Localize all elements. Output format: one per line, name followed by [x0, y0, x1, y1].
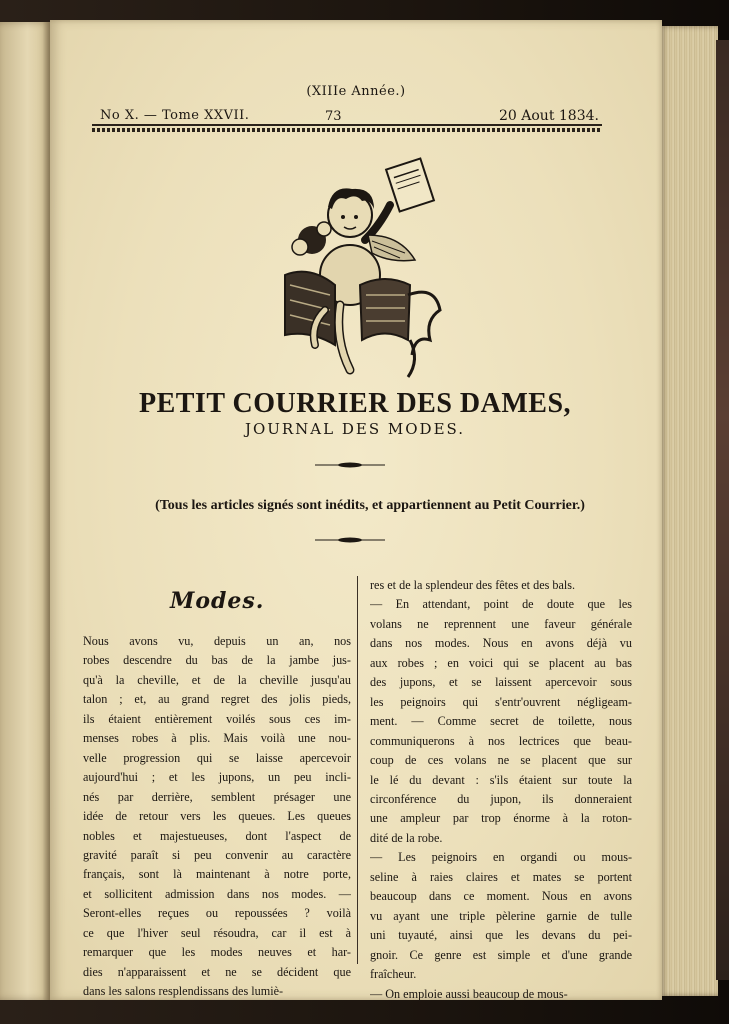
- text-line: les peignoirs qui s'entr'ouvrent négligeam-: [370, 694, 632, 709]
- text-line: une ampleur par trop énorme à la roton-: [370, 811, 632, 826]
- text-line: communiquerons à nos lectrices que beau-: [370, 733, 632, 748]
- text-line: dies n'apparaissent et ne se décident que: [83, 964, 351, 979]
- text-line: seline à raies claires et mates se portent: [370, 869, 632, 884]
- text-line: dans les salons resplendissans des lumiè-: [83, 984, 284, 999]
- issue-number: No X. — Tome XXVII.: [100, 108, 250, 123]
- text-line: nés par derrière, semblent présager une: [83, 789, 351, 804]
- ornament-divider-icon: [315, 461, 385, 469]
- text-line: — On emploie aussi beaucoup de mous-: [370, 986, 568, 1001]
- issue-date: 20 Aout 1834.: [499, 108, 599, 124]
- article-left-column: [83, 632, 351, 1002]
- text-line: beaucoup dans ce moment. Nous en avons: [370, 889, 632, 904]
- header-rule: [92, 124, 602, 126]
- text-line: volans ne reprennent une faveur générale: [370, 616, 632, 631]
- text-line: dans nos modes. Nous en avons déjà vu: [370, 636, 632, 651]
- header-dotted-rule: [92, 128, 602, 132]
- text-line: Seront-elles reçues ou repoussées ? voilà: [83, 906, 351, 921]
- text-line: vu ayant une triple pèlerine garnie de tulle: [370, 908, 632, 923]
- publication-note: (Tous les articles signés sont inédits, et appartiennent au Petit Courrier.): [155, 498, 585, 513]
- page-number: 73: [325, 109, 342, 124]
- text-line: ce que l'hiver seul résoudra, car il est à: [83, 925, 351, 940]
- text-line: le lé du devant : s'ils étaient sur toute la: [370, 772, 632, 787]
- text-line: coup de ces volans ne se placent que sur: [370, 753, 632, 768]
- text-line: res et de la splendeur des fêtes et des bals.: [370, 578, 576, 592]
- text-line: des jupons, et se laissent apercevoir sous: [370, 675, 632, 690]
- text-line: aujourd'hui ; et les jupons, un peu incli-: [83, 770, 351, 785]
- text-line: aux robes ; en voici qui se placent au bas: [370, 655, 632, 670]
- year-label: (XIIIe Année.): [306, 84, 406, 99]
- text-line: ils étaient entièrement voilés sous ces im-: [83, 711, 351, 726]
- left-page-edge: [0, 22, 50, 1000]
- text-line: dité de la robe.: [370, 830, 443, 845]
- text-line: gravité paraît si peu convenir au caractère: [83, 847, 351, 862]
- page-stack-edge: [660, 26, 718, 996]
- text-line: menses robes à plis. Mais voilà une nou-: [83, 731, 351, 746]
- text-line: talon ; et, au grand regret des jolis pieds,: [83, 692, 351, 707]
- text-line: fraîcheur.: [370, 967, 417, 982]
- journal-page: [50, 20, 662, 1000]
- text-line: velle progression qui se laisse apercevoir: [83, 750, 351, 765]
- text-line: ment. — Comme secret de toilette, nous: [370, 714, 632, 729]
- text-line: robes descendre du bas de la jambe jus-: [83, 653, 351, 668]
- text-line: gnoir. Ce genre est simple et d'une grande: [370, 947, 632, 962]
- article-heading: Modes.: [170, 588, 265, 614]
- text-line: nobles et majestueuses, dont l'aspect de: [83, 828, 351, 843]
- text-line: remarquer que les modes neuves et har-: [83, 945, 351, 960]
- column-divider: [357, 576, 358, 964]
- book-cover-edge: [716, 40, 729, 980]
- text-line: — Les peignoirs en organdi ou mous-: [370, 850, 632, 865]
- newspaper-subtitle: JOURNAL DES MODES.: [244, 420, 466, 438]
- article-right-column: [370, 576, 632, 1004]
- text-line: et sollicitent admission dans nos modes. —: [83, 886, 351, 901]
- text-line: qu'à la cheville, et de la cheville jusqu'au: [83, 672, 351, 687]
- ornament-divider-icon: [315, 536, 385, 544]
- text-line: circonférence du jupon, ils donneraient: [370, 791, 632, 806]
- text-line: français, sont là maintenant à notre porte,: [83, 867, 351, 882]
- text-line: idée de retour vers les queues. Les queues: [83, 809, 351, 824]
- text-line: — En attendant, point de doute que les: [370, 597, 632, 612]
- text-line: uni tuyauté, ainsi que les devans du pei-: [370, 928, 632, 943]
- cherub-engraving-icon: [240, 145, 445, 385]
- newspaper-title: PETIT COURRIER DES DAMES,: [138, 388, 572, 419]
- text-line: Nous avons vu, depuis un an, nos: [83, 634, 351, 648]
